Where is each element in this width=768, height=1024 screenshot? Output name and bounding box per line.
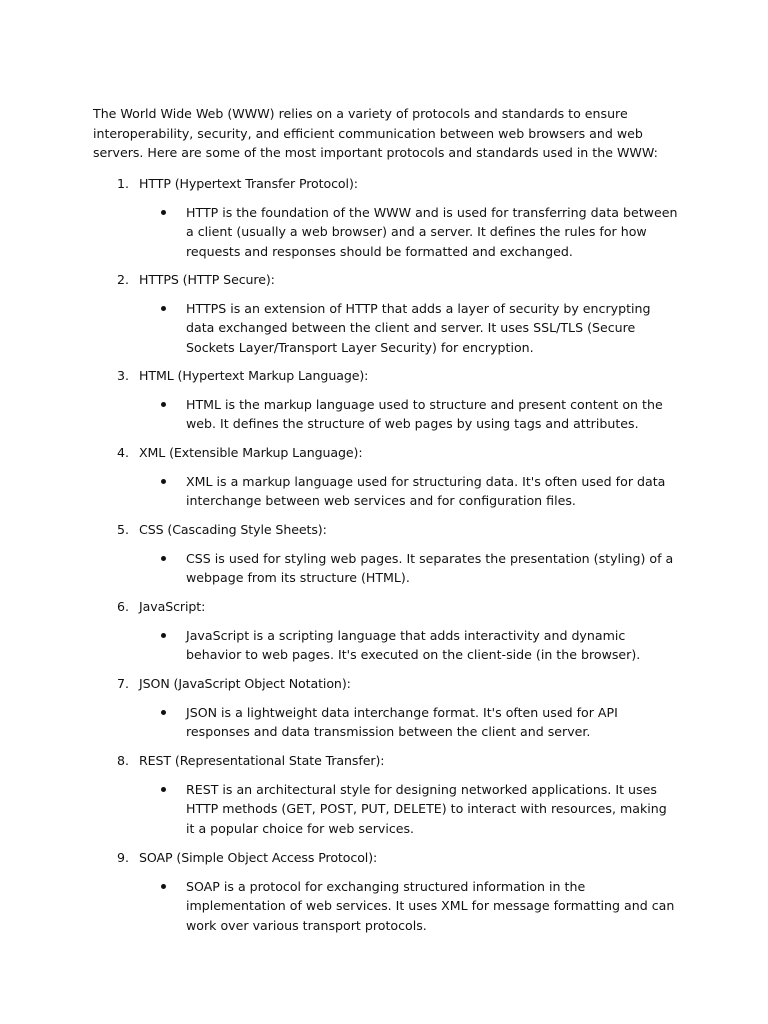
item-number: 2. — [116, 272, 129, 287]
item-title: REST (Representational State Transfer): — [139, 753, 385, 768]
bullet-text: REST is an architectural style for designing networked applications. It uses HTTP methods (GET, POST, PUT, DELETE) to interact with resources, making it a popular choice for web services. — [186, 782, 667, 836]
item-number: 7. — [116, 676, 129, 691]
item-title: CSS (Cascading Style Sheets): — [139, 522, 327, 537]
bullet-text: SOAP is a protocol for exchanging structured information in the implementation of web services. It uses XML for message formatting and can work over various transport protocols. — [186, 879, 675, 933]
item-number: 3. — [116, 368, 129, 383]
bullet-text: JavaScript is a scripting language that adds interactivity and dynamic behavior to web pages. It's executed on the client-side (in the browser). — [186, 628, 641, 663]
intro-paragraph: The World Wide Web (WWW) relies on a variety of protocols and standards to ensure interoperability, security, and efficient communication between web browsers and web servers. Here are some of the most important protocols and standards used in the WWW: — [93, 106, 658, 161]
bullet-text: XML is a markup language used for structuring data. It's often used for data interchange between web services and for configuration files. — [186, 474, 666, 509]
bullet-dot — [161, 556, 166, 561]
item-title: XML (Extensible Markup Language): — [139, 445, 363, 460]
item-title: JavaScript: — [139, 599, 206, 614]
bullet-text: CSS is used for styling web pages. It separates the presentation (styling) of a webpage from its structure (HTML). — [186, 551, 674, 586]
item-number: 1. — [116, 176, 129, 191]
bullet-dot — [161, 633, 166, 638]
bullet-dot — [161, 787, 166, 792]
item-number: 5. — [116, 522, 129, 537]
bullet-dot — [161, 710, 166, 715]
item-number: 9. — [116, 850, 129, 865]
bullet-dot — [161, 402, 166, 407]
item-number: 6. — [116, 599, 129, 614]
item-number: 4. — [116, 445, 129, 460]
bullet-dot — [161, 210, 166, 215]
item-title: SOAP (Simple Object Access Protocol): — [139, 850, 378, 865]
bullet-text: HTML is the markup language used to structure and present content on the web. It defines the structure of web pages by using tags and attributes. — [186, 397, 663, 432]
item-title: HTML (Hypertext Markup Language): — [139, 368, 369, 383]
item-title: HTTPS (HTTP Secure): — [139, 272, 275, 287]
bullet-text: HTTP is the foundation of the WWW and is used for transferring data between a client (usually a web browser) and a server. It defines the rules for how requests and responses should be formatted and exchanged. — [186, 205, 678, 259]
item-number: 8. — [116, 753, 129, 768]
item-title: JSON (JavaScript Object Notation): — [139, 676, 351, 691]
item-title: HTTP (Hypertext Transfer Protocol): — [139, 176, 358, 191]
bullet-dot — [161, 479, 166, 484]
bullet-dot — [161, 306, 166, 311]
bullet-text: JSON is a lightweight data interchange format. It's often used for API responses and data transmission between the client and server. — [186, 705, 618, 740]
bullet-text: HTTPS is an extension of HTTP that adds a layer of security by encrypting data exchanged between the client and server. It uses SSL/TLS (Secure Sockets Layer/Transport Layer Security) for encryption. — [186, 301, 651, 355]
bullet-dot — [161, 884, 166, 889]
